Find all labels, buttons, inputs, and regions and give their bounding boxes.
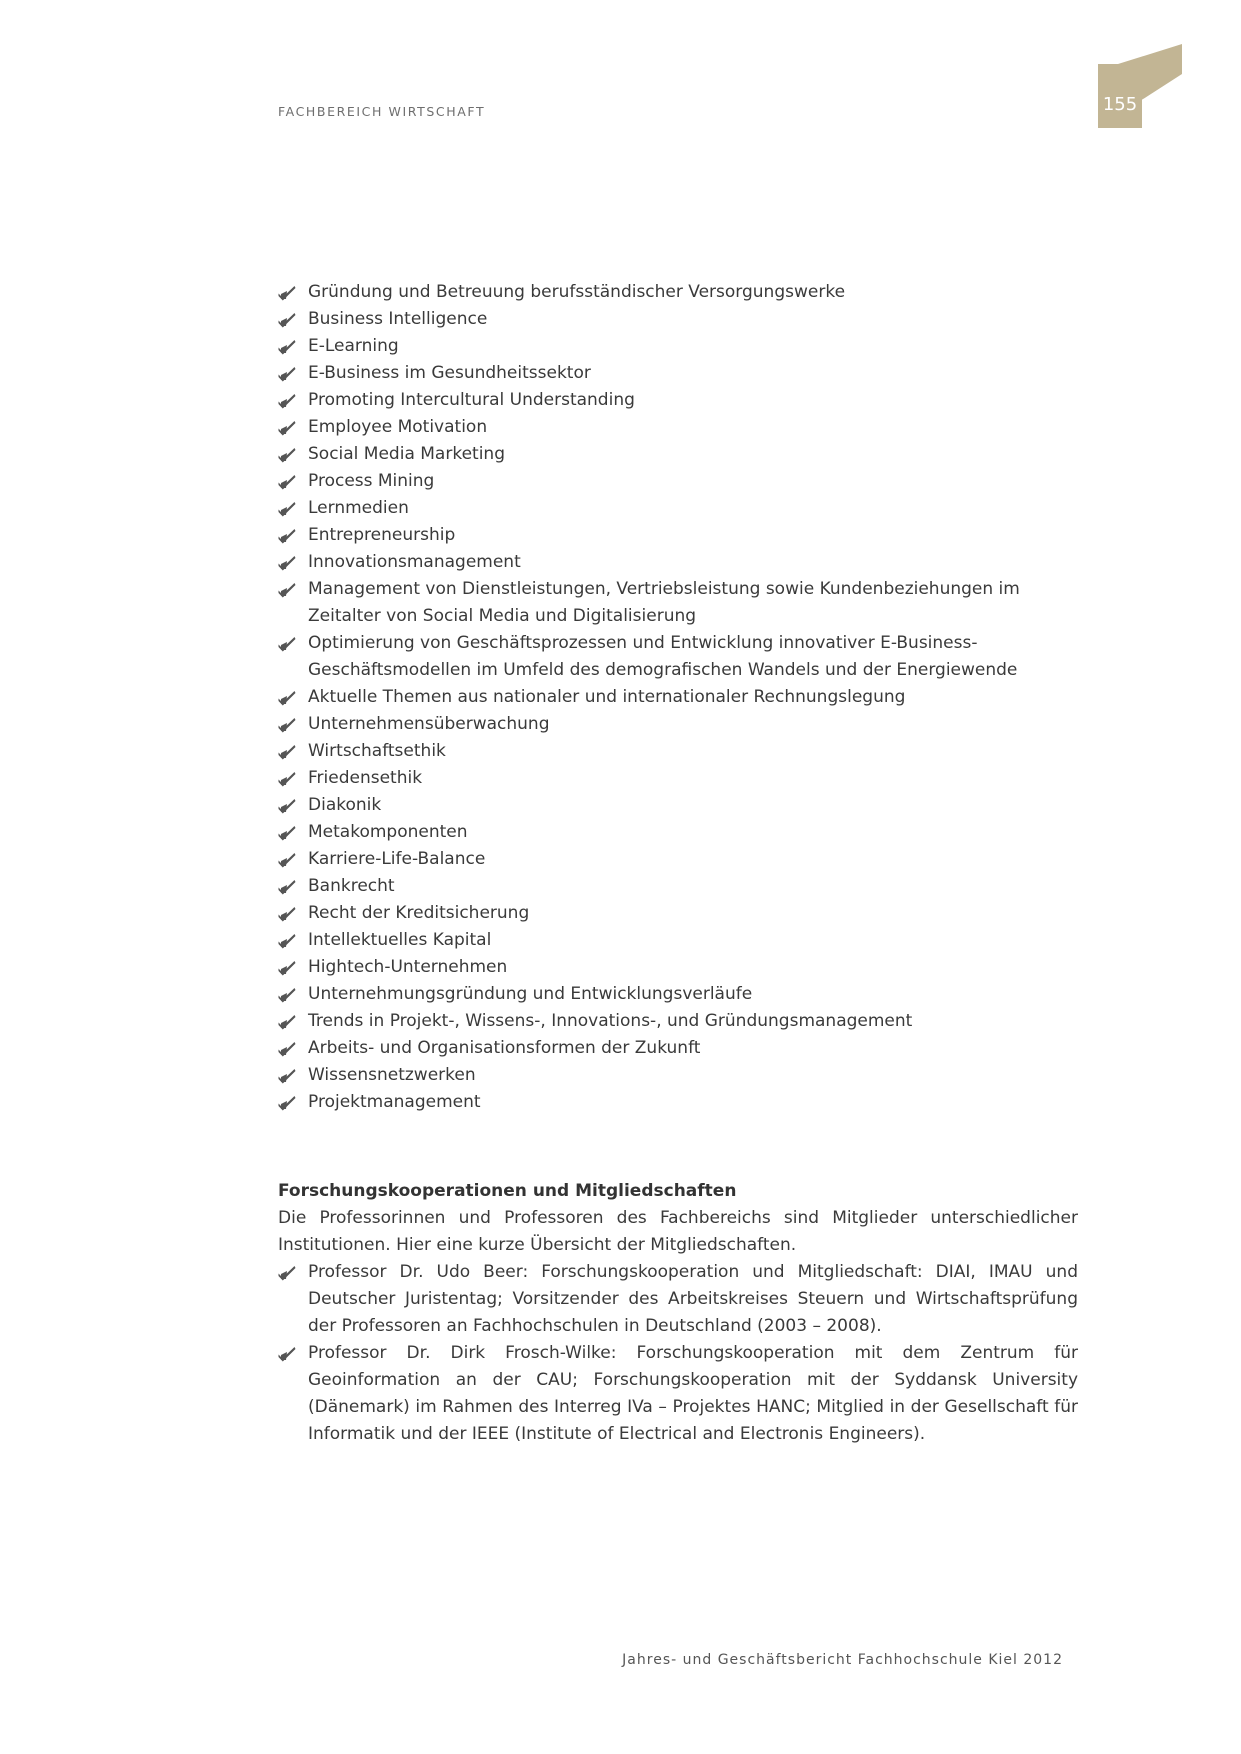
list-item-text: Arbeits- und Organisationsformen der Zukunft — [308, 1038, 701, 1058]
list-item — [278, 333, 1078, 360]
list-item — [278, 1062, 1078, 1089]
checkmark-icon — [278, 636, 296, 652]
list-item-text: Wissensnetzwerken — [308, 1065, 476, 1085]
list-item-text: Projektmanagement — [308, 1092, 481, 1112]
list-item-text: Unternehmensüberwachung — [308, 714, 550, 734]
list-item-text: Entrepreneurship — [308, 525, 456, 545]
list-item-text: Employee Motivation — [308, 417, 488, 437]
checkmark-icon — [278, 420, 296, 436]
list-item-text: Process Mining — [308, 471, 435, 491]
checkmark-icon — [278, 825, 296, 841]
list-item — [278, 495, 1078, 522]
list-item — [278, 441, 1078, 468]
checkmark-icon — [278, 906, 296, 922]
list-item — [278, 1089, 1078, 1116]
checkmark-icon — [278, 798, 296, 814]
list-item — [278, 1259, 1078, 1340]
list-item-text: Aktuelle Themen aus nationaler und internationaler Rechnungslegung — [308, 687, 906, 707]
list-item-text: Lernmedien — [308, 498, 409, 518]
list-item-text: E-Business im Gesundheitssektor — [308, 363, 591, 383]
list-item — [278, 630, 1078, 684]
checkmark-icon — [278, 1068, 296, 1084]
main-content — [278, 279, 1078, 1448]
list-item — [278, 576, 1078, 630]
checkmark-icon — [278, 366, 296, 382]
list-item — [278, 954, 1078, 981]
list-item-text: Gründung und Betreuung berufsständischer Versorgungswerke — [308, 282, 846, 302]
list-item — [278, 900, 1078, 927]
checkmark-icon — [278, 1014, 296, 1030]
checkmark-icon — [278, 852, 296, 868]
list-item — [278, 306, 1078, 333]
list-item-text: Metakomponenten — [308, 822, 468, 842]
list-item — [278, 792, 1078, 819]
list-item — [278, 1008, 1078, 1035]
list-item-text: Business Intelligence — [308, 309, 488, 329]
list-item-text: Social Media Marketing — [308, 444, 505, 464]
list-item — [278, 1035, 1078, 1062]
section-title: Forschungskooperationen und Mitgliedschaften — [278, 1181, 737, 1201]
list-item-text: Intellektuelles Kapital — [308, 930, 492, 950]
checkmark-icon — [278, 285, 296, 301]
list-item-text: E-Learning — [308, 336, 399, 356]
memberships-list — [278, 1259, 1078, 1448]
checkmark-icon — [278, 987, 296, 1003]
list-item-text: Trends in Projekt-, Wissens-, Innovations-, und Gründungsmanagement — [308, 1011, 913, 1031]
list-item — [278, 414, 1078, 441]
checkmark-icon — [278, 744, 296, 760]
checkmark-icon — [278, 717, 296, 733]
checkmark-icon — [278, 1265, 296, 1281]
list-item-text: Optimierung von Geschäftsprozessen und Entwicklung innovativer E-Business-Geschäftsmodellen im Umfeld des demografischen Wandels und der Energiewende — [308, 633, 1018, 680]
list-item-text: Recht der Kreditsicherung — [308, 903, 530, 923]
list-item — [278, 279, 1078, 306]
checkmark-icon — [278, 690, 296, 706]
list-item-text: Wirtschaftsethik — [308, 741, 446, 761]
checkmark-icon — [278, 1041, 296, 1057]
list-item — [278, 387, 1078, 414]
checkmark-icon — [278, 393, 296, 409]
list-item — [278, 738, 1078, 765]
checkmark-icon — [278, 1346, 296, 1362]
list-item-text: Diakonik — [308, 795, 382, 815]
checkmark-icon — [278, 771, 296, 787]
page-footer: Jahres- und Geschäftsbericht Fachhochschule Kiel 2012 — [622, 1652, 1063, 1668]
list-item — [278, 981, 1078, 1008]
checkmark-icon — [278, 555, 296, 571]
checkmark-icon — [278, 447, 296, 463]
checkmark-icon — [278, 582, 296, 598]
checkmark-icon — [278, 501, 296, 517]
section-intro: Die Professorinnen und Professoren des Fachbereichs sind Mitglieder unterschiedlicher Institutionen. Hier eine kurze Übersicht der Mitgliedschaften. — [278, 1208, 1078, 1255]
list-item — [278, 846, 1078, 873]
list-item — [278, 819, 1078, 846]
list-item — [278, 522, 1078, 549]
list-item-text: Unternehmungsgründung und Entwicklungsverläufe — [308, 984, 753, 1004]
list-item — [278, 765, 1078, 792]
list-item — [278, 360, 1078, 387]
list-item — [278, 468, 1078, 495]
checkmark-icon — [278, 474, 296, 490]
list-item-text: Promoting Intercultural Understanding — [308, 390, 635, 410]
checkmark-icon — [278, 933, 296, 949]
list-item-text: Professor Dr. Dirk Frosch-Wilke: Forschungskooperation mit dem Zentrum für Geoinformation an der CAU; Forschungskooperation mit der Syddansk University (Dänemark) im Rahmen des Interreg IVa – Projektes HANC; Mitglied in der Gesellschaft für Informatik und der IEEE (Institute of Electrical and Electronis Engineers). — [308, 1343, 1078, 1444]
list-item-text: Professor Dr. Udo Beer: Forschungskooperation und Mitgliedschaft: DIAI, IMAU und Deutscher Juristentag; Vorsitzender des Arbeitskreises Steuern und Wirtschaftsprüfung der Professoren an Fachhochschulen in Deutschland (2003 – 2008). — [308, 1262, 1078, 1336]
list-item — [278, 1340, 1078, 1448]
page-number: 155 — [1102, 94, 1138, 115]
checkmark-icon — [278, 1095, 296, 1111]
list-item-text: Karriere-Life-Balance — [308, 849, 486, 869]
research-topics-list — [278, 279, 1078, 1116]
list-item-text: Management von Dienstleistungen, Vertriebsleistung sowie Kundenbeziehungen im Zeitalter von Social Media und Digitalisierung — [308, 579, 1020, 626]
checkmark-icon — [278, 528, 296, 544]
checkmark-icon — [278, 879, 296, 895]
list-item — [278, 873, 1078, 900]
list-item-text: Innovationsmanagement — [308, 552, 521, 572]
list-item-text: Bankrecht — [308, 876, 395, 896]
checkmark-icon — [278, 960, 296, 976]
running-header: FACHBEREICH WIRTSCHAFT — [278, 104, 486, 119]
list-item — [278, 927, 1078, 954]
list-item-text: Hightech-Unternehmen — [308, 957, 508, 977]
list-item — [278, 549, 1078, 576]
checkmark-icon — [278, 312, 296, 328]
list-item — [278, 684, 1078, 711]
list-item — [278, 711, 1078, 738]
list-item-text: Friedensethik — [308, 768, 423, 788]
checkmark-icon — [278, 339, 296, 355]
